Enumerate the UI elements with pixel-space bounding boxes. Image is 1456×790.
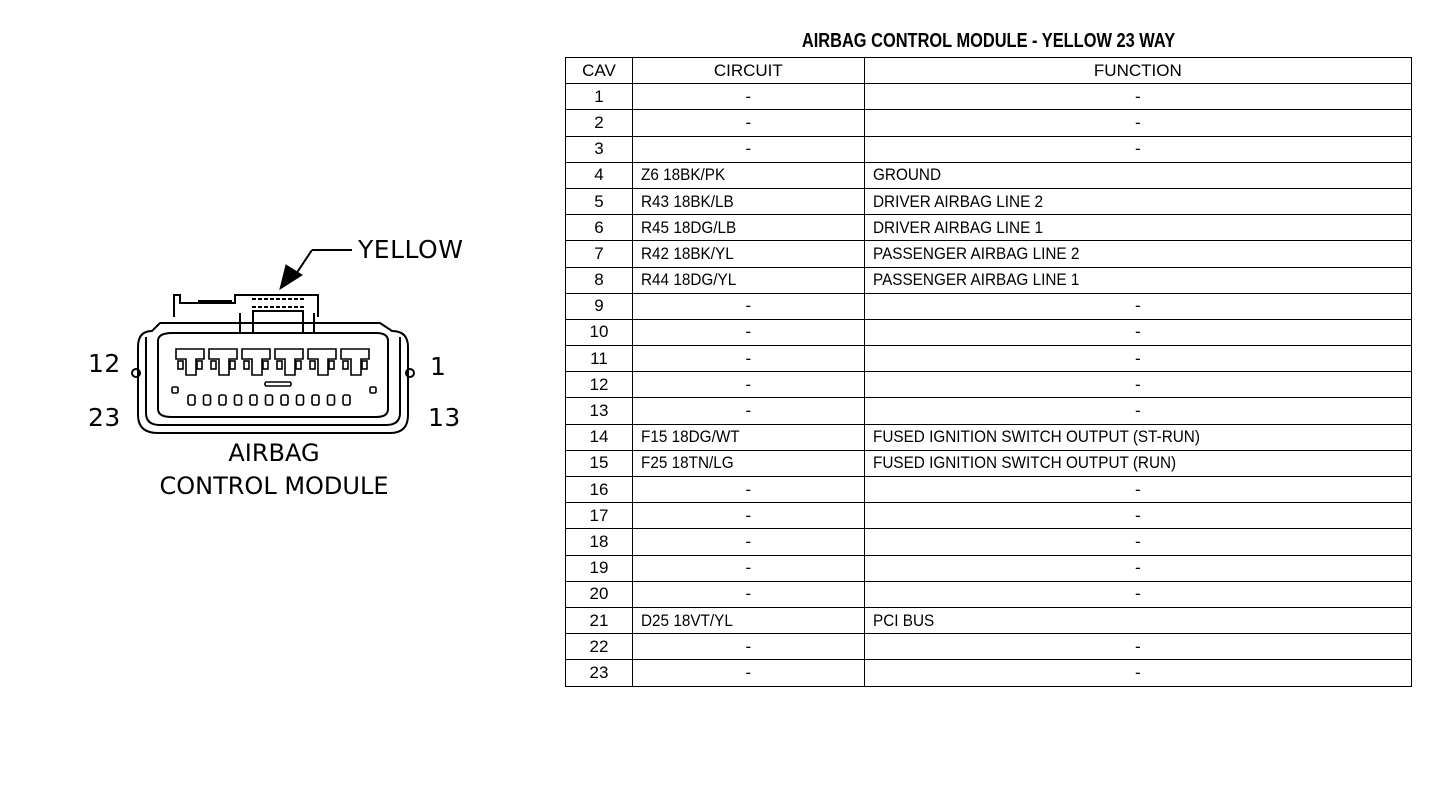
terminal-cavity-upper xyxy=(242,349,270,375)
header-function: FUNCTION xyxy=(864,58,1411,84)
cell-cav-text: 5 xyxy=(594,191,604,211)
cell-circuit xyxy=(632,529,864,555)
pin-cavity xyxy=(263,361,268,369)
cell-function-text: - xyxy=(1135,584,1141,604)
pin-cavity xyxy=(266,395,273,405)
cell-function xyxy=(864,162,1411,188)
cell-circuit-text: Z6 18BK/PK xyxy=(640,165,726,185)
cell-cav xyxy=(566,529,633,555)
cell-function-text: DRIVER AIRBAG LINE 2 xyxy=(872,191,1043,211)
cell-circuit xyxy=(632,477,864,503)
pin-cavity xyxy=(310,361,315,369)
header-circuit: CIRCUIT xyxy=(632,58,864,84)
cell-circuit xyxy=(632,581,864,607)
terminal-cavity-upper xyxy=(176,349,204,375)
cell-circuit xyxy=(632,450,864,476)
cell-function xyxy=(864,660,1411,686)
cell-cav-text: 23 xyxy=(589,662,609,682)
cell-circuit-text: R44 18DG/YL xyxy=(640,270,737,290)
cell-circuit-text: F25 18TN/LG xyxy=(640,453,734,473)
cell-function xyxy=(864,241,1411,267)
cell-function xyxy=(864,555,1411,581)
cell-cav xyxy=(566,450,633,476)
pin-cavity xyxy=(197,361,202,369)
cell-function xyxy=(864,634,1411,660)
pin-label-12: 12 xyxy=(88,349,121,378)
cell-circuit-text: - xyxy=(745,662,752,682)
cell-circuit xyxy=(632,241,864,267)
cell-cav-text: 7 xyxy=(594,243,604,263)
table-row xyxy=(566,660,1412,686)
cell-cav xyxy=(566,346,633,372)
connector-color-label: YELLOW xyxy=(358,235,464,264)
cell-circuit-text: - xyxy=(745,86,752,106)
cell-cav-text: 1 xyxy=(594,86,604,106)
cell-function-text: DRIVER AIRBAG LINE 1 xyxy=(872,217,1043,237)
cell-function xyxy=(864,424,1411,450)
cell-function xyxy=(864,293,1411,319)
connector-caption-line1: AIRBAG xyxy=(228,439,320,467)
terminal-cavity-upper xyxy=(209,349,237,375)
cell-function xyxy=(864,477,1411,503)
connector-housing xyxy=(132,323,414,433)
cell-cav-text: 3 xyxy=(594,139,604,159)
cell-circuit-text: D25 18VT/YL xyxy=(640,610,733,630)
pin-cavity xyxy=(211,361,216,369)
cell-cav xyxy=(566,503,633,529)
cell-cav-text: 4 xyxy=(594,165,604,185)
cell-function xyxy=(864,607,1411,633)
cell-circuit-text: R43 18BK/LB xyxy=(640,191,734,211)
pin-cavity xyxy=(328,395,335,405)
cell-cav-text: 9 xyxy=(594,296,604,316)
cell-function-text: PASSENGER AIRBAG LINE 1 xyxy=(872,270,1080,290)
cell-cav xyxy=(566,555,633,581)
cell-cav-text: 16 xyxy=(589,479,609,499)
cell-cav xyxy=(566,267,633,293)
table-row xyxy=(566,346,1412,372)
cell-circuit-text: - xyxy=(745,112,752,132)
cell-function-text: - xyxy=(1135,531,1141,551)
table-row xyxy=(566,162,1412,188)
pin-cavity xyxy=(178,361,183,369)
cell-cav xyxy=(566,660,633,686)
connector-cavities xyxy=(172,349,376,405)
table-row xyxy=(566,84,1412,110)
table-row xyxy=(566,215,1412,241)
cell-cav xyxy=(566,477,633,503)
cell-function xyxy=(864,372,1411,398)
cell-function-text: - xyxy=(1135,86,1141,106)
cell-circuit xyxy=(632,372,864,398)
cell-circuit-text: - xyxy=(745,348,752,368)
table-row xyxy=(566,188,1412,214)
cell-circuit xyxy=(632,84,864,110)
cell-cav xyxy=(566,84,633,110)
connector-diagram xyxy=(80,225,500,515)
cell-function-text: - xyxy=(1135,505,1141,525)
cell-circuit xyxy=(632,503,864,529)
cell-cav xyxy=(566,110,633,136)
pin-cavity xyxy=(312,395,319,405)
table-row xyxy=(566,136,1412,162)
cell-cav xyxy=(566,215,633,241)
cell-function xyxy=(864,319,1411,345)
pin-cavity xyxy=(362,361,367,369)
pin-cavity xyxy=(343,395,350,405)
color-pointer-arrow xyxy=(280,250,352,289)
cell-function-text: - xyxy=(1135,636,1141,656)
cell-cav-text: 11 xyxy=(590,348,608,368)
table-row xyxy=(566,241,1412,267)
cell-function-text: - xyxy=(1135,479,1141,499)
table-row xyxy=(566,293,1412,319)
cell-cav-text: 8 xyxy=(594,270,604,290)
cell-circuit-text: - xyxy=(745,479,752,499)
cell-function xyxy=(864,215,1411,241)
pin-label-13: 13 xyxy=(428,403,461,432)
terminal-cavity-upper xyxy=(341,349,369,375)
cell-function-text: - xyxy=(1135,296,1141,316)
cell-circuit xyxy=(632,215,864,241)
table-row xyxy=(566,581,1412,607)
pin-cavity xyxy=(230,361,235,369)
housing-key xyxy=(265,382,291,386)
cell-function-text: - xyxy=(1135,662,1141,682)
housing-key xyxy=(172,387,178,393)
cell-circuit xyxy=(632,660,864,686)
cell-cav-text: 14 xyxy=(589,427,609,447)
cell-circuit-text: R42 18BK/YL xyxy=(640,243,734,263)
cell-function-text: GROUND xyxy=(872,165,941,185)
connector-latch xyxy=(174,295,318,333)
cell-circuit-text: - xyxy=(745,531,752,551)
table-row xyxy=(566,424,1412,450)
table-row xyxy=(566,607,1412,633)
cell-circuit xyxy=(632,162,864,188)
cell-circuit xyxy=(632,346,864,372)
housing-key xyxy=(370,387,376,393)
cell-function xyxy=(864,503,1411,529)
cell-function xyxy=(864,188,1411,214)
cell-circuit-text: R45 18DG/LB xyxy=(640,217,737,237)
cell-cav-text: 22 xyxy=(589,636,609,656)
pin-cavity xyxy=(204,395,211,405)
cell-circuit-text: - xyxy=(745,139,752,159)
cell-cav-text: 6 xyxy=(594,217,604,237)
cell-cav xyxy=(566,136,633,162)
cell-circuit xyxy=(632,424,864,450)
table-row xyxy=(566,110,1412,136)
cell-cav xyxy=(566,293,633,319)
table-row xyxy=(566,477,1412,503)
cell-cav xyxy=(566,424,633,450)
table-row xyxy=(566,503,1412,529)
cell-function xyxy=(864,450,1411,476)
pin-cavity xyxy=(329,361,334,369)
cell-function xyxy=(864,84,1411,110)
cell-cav xyxy=(566,372,633,398)
cell-cav xyxy=(566,581,633,607)
header-cav: CAV xyxy=(566,58,633,84)
cell-function-text: - xyxy=(1135,558,1141,578)
cell-circuit xyxy=(632,293,864,319)
cell-cav xyxy=(566,398,633,424)
cell-circuit-text: - xyxy=(745,636,752,656)
table-row xyxy=(566,555,1412,581)
cell-circuit xyxy=(632,267,864,293)
cell-circuit-text: - xyxy=(745,322,752,342)
cell-cav-text: 18 xyxy=(589,531,609,551)
cell-cav xyxy=(566,634,633,660)
cell-function xyxy=(864,581,1411,607)
pin-cavity xyxy=(244,361,249,369)
cell-cav-text: 19 xyxy=(589,558,609,578)
table-header-row xyxy=(566,58,1412,84)
cell-function xyxy=(864,136,1411,162)
cell-cav-text: 20 xyxy=(589,584,609,604)
connector-caption-line2: CONTROL MODULE xyxy=(159,472,389,500)
pin-cavity xyxy=(219,395,226,405)
cell-cav-text: 10 xyxy=(589,322,609,342)
cell-function-text: - xyxy=(1135,401,1141,421)
pin-cavity xyxy=(188,395,195,405)
pinout-table xyxy=(565,57,1412,687)
pin-cavity xyxy=(296,361,301,369)
cell-cav-text: 2 xyxy=(594,112,604,132)
terminal-cavity-upper xyxy=(275,349,303,375)
table-row xyxy=(566,450,1412,476)
cell-circuit-text: - xyxy=(745,558,752,578)
cell-function xyxy=(864,267,1411,293)
pin-label-23: 23 xyxy=(88,403,121,432)
cell-circuit-text: F15 18DG/WT xyxy=(640,427,740,447)
cell-function-text: - xyxy=(1135,322,1141,342)
cell-circuit xyxy=(632,634,864,660)
pin-cavity xyxy=(277,361,282,369)
cell-circuit xyxy=(632,555,864,581)
cell-circuit xyxy=(632,136,864,162)
cell-circuit-text: - xyxy=(745,296,752,316)
cell-function xyxy=(864,346,1411,372)
cell-circuit xyxy=(632,607,864,633)
cell-cav xyxy=(566,319,633,345)
cell-circuit xyxy=(632,188,864,214)
cell-function-text: - xyxy=(1135,139,1141,159)
cell-cav xyxy=(566,162,633,188)
table-row xyxy=(566,634,1412,660)
cell-circuit-text: - xyxy=(745,584,752,604)
cell-function-text: - xyxy=(1135,112,1141,132)
table-row xyxy=(566,267,1412,293)
cell-cav-text: 21 xyxy=(589,610,609,630)
table-row xyxy=(566,529,1412,555)
cell-cav-text: 15 xyxy=(589,453,609,473)
cell-function xyxy=(864,529,1411,555)
table-title: AIRBAG CONTROL MODULE - YELLOW 23 WAY xyxy=(801,30,1176,52)
cell-circuit xyxy=(632,398,864,424)
pin-cavity xyxy=(343,361,348,369)
cell-function-text: FUSED IGNITION SWITCH OUTPUT (ST-RUN) xyxy=(872,427,1200,447)
table-row xyxy=(566,319,1412,345)
pin-cavity xyxy=(281,395,288,405)
pin-cavity xyxy=(250,395,257,405)
cell-cav-text: 12 xyxy=(589,374,609,394)
table-row xyxy=(566,398,1412,424)
table-row xyxy=(566,372,1412,398)
cell-cav xyxy=(566,607,633,633)
cell-circuit-text: - xyxy=(745,401,752,421)
cell-cav xyxy=(566,241,633,267)
cell-circuit xyxy=(632,319,864,345)
cell-cav xyxy=(566,188,633,214)
cell-function-text: PASSENGER AIRBAG LINE 2 xyxy=(872,243,1080,263)
cell-function-text: FUSED IGNITION SWITCH OUTPUT (RUN) xyxy=(872,453,1176,473)
cell-function xyxy=(864,110,1411,136)
cell-function-text: PCI BUS xyxy=(872,610,934,630)
pin-cavity xyxy=(297,395,304,405)
cell-cav-text: 17 xyxy=(589,505,609,525)
pin-label-1: 1 xyxy=(430,352,447,381)
cell-function xyxy=(864,398,1411,424)
terminal-cavity-upper xyxy=(308,349,336,375)
cell-circuit-text: - xyxy=(745,374,752,394)
cell-function-text: - xyxy=(1135,374,1141,394)
cell-function-text: - xyxy=(1135,348,1141,368)
pin-cavity xyxy=(235,395,242,405)
cell-circuit-text: - xyxy=(745,505,752,525)
cell-cav-text: 13 xyxy=(589,401,609,421)
cell-circuit xyxy=(632,110,864,136)
